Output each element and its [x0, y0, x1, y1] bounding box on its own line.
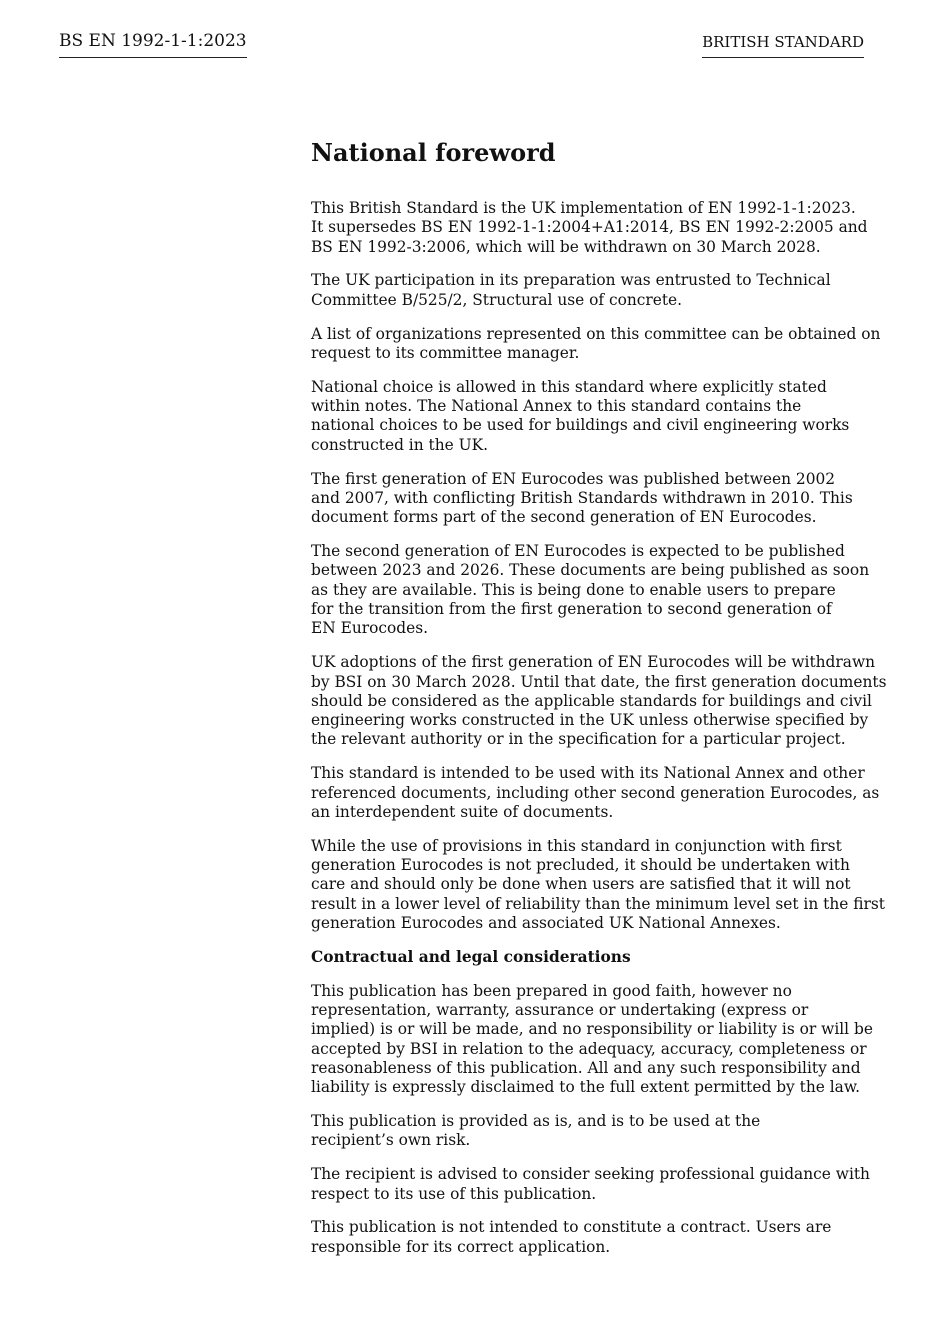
text-line: care and should only be done when users are satisfied that it will not — [311, 875, 851, 894]
paragraph — [311, 271, 871, 310]
text-line: by BSI on 30 March 2028. Until that date, the first generation documents — [311, 672, 887, 691]
text-line: The first generation of EN Eurocodes was published between 2002 — [311, 469, 836, 488]
paragraph — [311, 324, 881, 364]
paragraph — [311, 836, 885, 933]
paragraph — [311, 1165, 871, 1204]
paragraph — [311, 1112, 871, 1151]
paragraph — [311, 982, 871, 1098]
text-line: responsible for its correct application. — [311, 1237, 611, 1256]
paragraph — [311, 199, 871, 257]
text-line: referenced documents, including other second generation Eurocodes, as — [311, 783, 880, 802]
text-line: This British Standard is the UK implementation of EN 1992-1-1:2023. — [311, 199, 856, 217]
text-line: accepted by BSI in relation to the adequacy, accuracy, completeness or — [311, 1039, 867, 1058]
page-title: National foreword — [311, 138, 556, 167]
text-line: generation Eurocodes is not precluded, it should be undertaken with — [311, 856, 850, 875]
paragraph — [311, 378, 871, 455]
text-line: The second generation of EN Eurocodes is expected to be published — [311, 542, 845, 561]
text-line: result in a lower level of reliability than the minimum level set in the first — [311, 894, 885, 913]
paragraph — [311, 1218, 871, 1257]
paragraph — [311, 764, 880, 822]
section-heading: Contractual and legal considerations — [311, 947, 631, 966]
text-line: should be considered as the applicable standards for buildings and civil — [311, 691, 872, 710]
text-line: This standard is intended to be used with its National Annex and other — [311, 764, 865, 783]
text-line: the relevant authority or in the specification for a particular project. — [311, 730, 846, 749]
paragraph — [311, 470, 871, 528]
text-line: Committee B/525/2, Structural use of concrete. — [311, 290, 683, 309]
text-line: generation Eurocodes and associated UK National Annexes. — [311, 913, 781, 932]
paragraph — [311, 653, 887, 749]
text-line: reasonableness of this publication. All and any such responsibility and — [311, 1058, 861, 1077]
text-line: and 2007, with conflicting British Standards withdrawn in 2010. This — [311, 488, 853, 507]
text-line: The recipient is advised to consider seeking professional guidance with — [311, 1165, 870, 1184]
text-line: an interdependent suite of documents. — [311, 802, 614, 821]
text-line: representation, warranty, assurance or undertaking (express or — [311, 1001, 809, 1020]
text-line: as they are available. This is being done to enable users to prepare — [311, 580, 836, 599]
text-line: respect to its use of this publication. — [311, 1184, 597, 1203]
text-line: national choices to be used for buildings and civil engineering works — [311, 416, 850, 435]
text-line: It supersedes BS EN 1992-1-1:2004+A1:2014, BS EN 1992-2:2005 and — [311, 218, 868, 237]
text-line: liability is expressly disclaimed to the full extent permitted by the law. — [311, 1078, 861, 1097]
text-line: between 2023 and 2026. These documents are being published as soon — [311, 561, 870, 580]
text-line: engineering works constructed in the UK unless otherwise specified by — [311, 711, 869, 730]
text-line: EN Eurocodes. — [311, 619, 429, 638]
text-line: request to its committee manager. — [311, 343, 580, 362]
text-line: This publication is provided as is, and is to be used at the — [311, 1112, 761, 1131]
text-line: BS EN 1992-3:2006, which will be withdrawn on 30 March 2028. — [311, 237, 821, 256]
text-line: for the transition from the first generation to second generation of — [311, 600, 832, 619]
text-line: implied) is or will be made, and no responsibility or liability is or will be — [311, 1020, 873, 1039]
text-line: This publication is not intended to constitute a contract. Users are — [311, 1218, 832, 1237]
header-standard-number: BS EN 1992-1-1:2023 — [59, 30, 247, 58]
foreword-paragraphs — [311, 199, 887, 933]
text-line: UK adoptions of the first generation of EN Eurocodes will be withdrawn — [311, 653, 876, 672]
text-line: National choice is allowed in this standard where explicitly stated — [311, 377, 827, 396]
text-line: The UK participation in its preparation was entrusted to Technical — [311, 271, 831, 290]
text-line: document forms part of the second generation of EN Eurocodes. — [311, 508, 817, 527]
text-line: recipient’s own risk. — [311, 1131, 471, 1150]
text-line: constructed in the UK. — [311, 435, 488, 454]
header-series-label: BRITISH STANDARD — [702, 32, 864, 58]
foreword-content — [311, 136, 887, 1272]
text-line: within notes. The National Annex to this standard contains the — [311, 397, 802, 416]
text-line: While the use of provisions in this standard in conjunction with first — [311, 836, 842, 855]
text-line: A list of organizations represented on this committee can be obtained on — [311, 324, 881, 343]
paragraph — [311, 542, 871, 638]
legal-paragraphs — [311, 982, 871, 1257]
text-line: This publication has been prepared in good faith, however no — [311, 981, 792, 1000]
